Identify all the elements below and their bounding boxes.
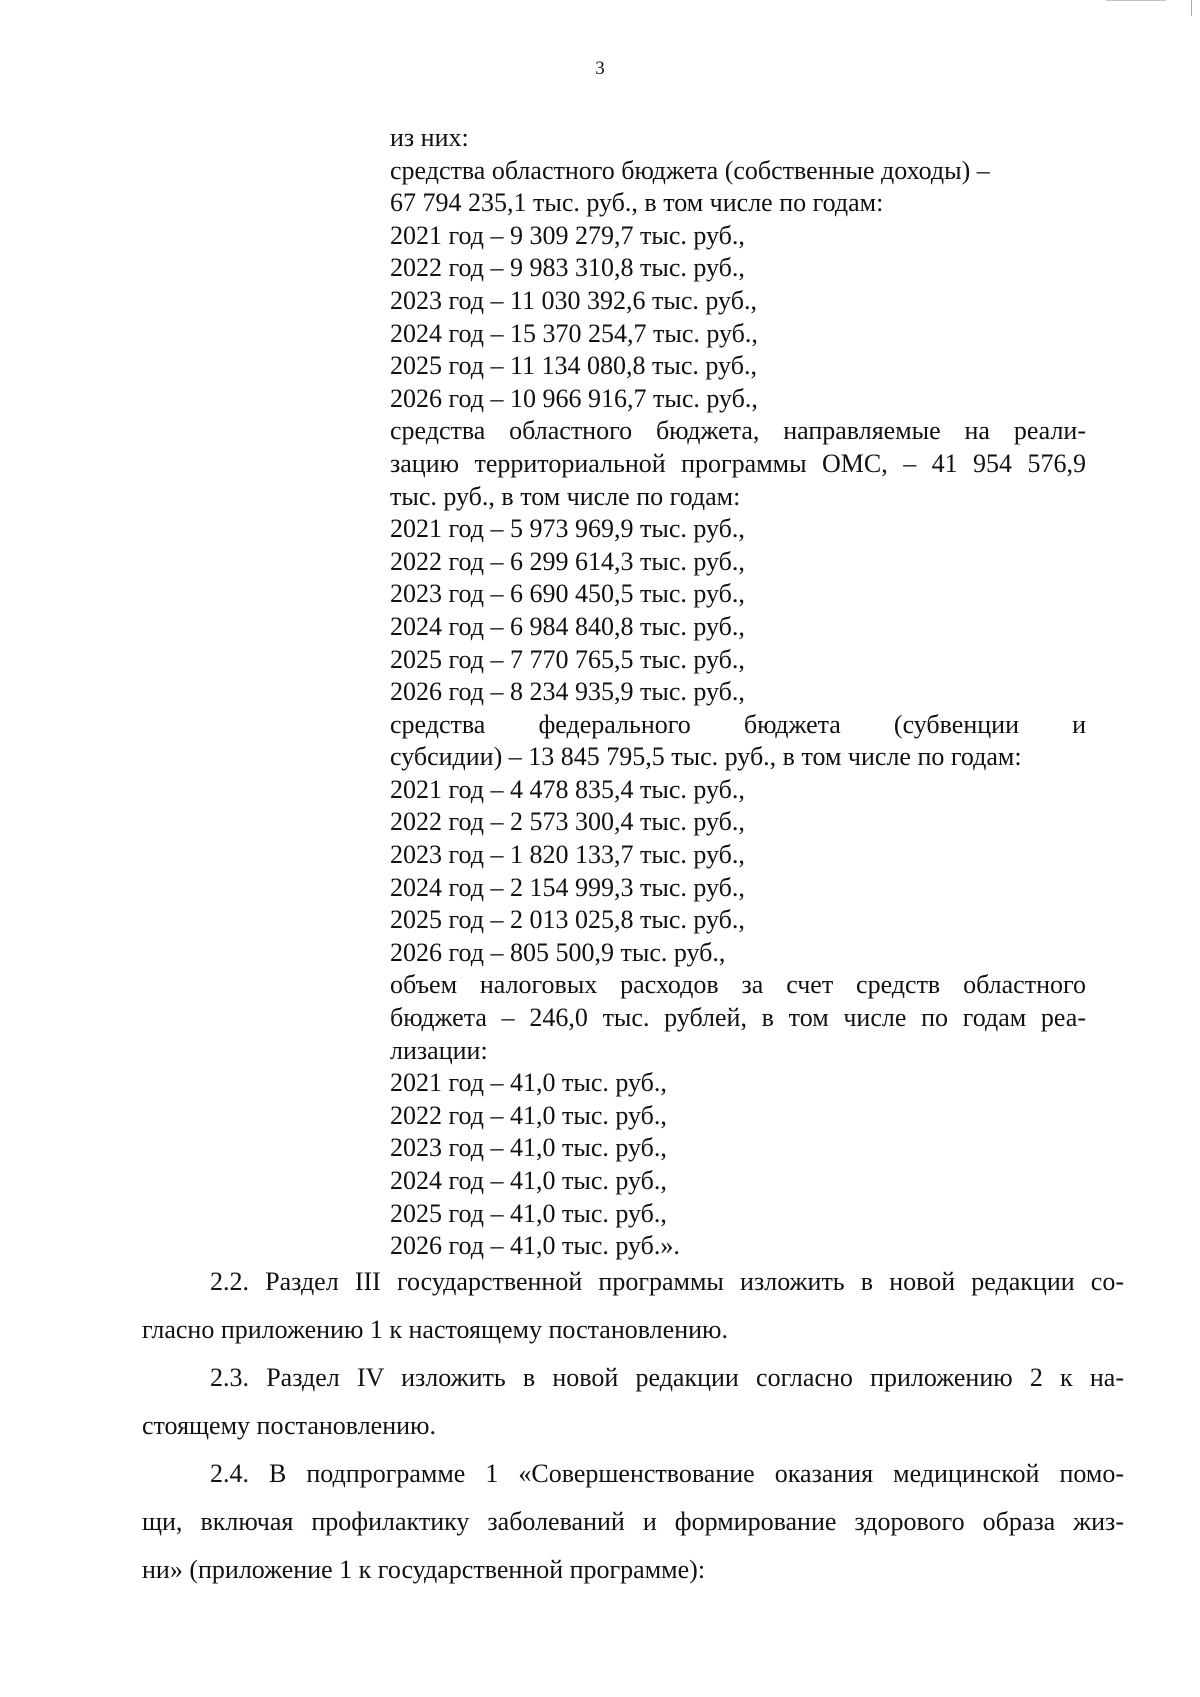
year-line: 2024 год – 41,0 тыс. руб., [390,1166,667,1195]
text-line: 67 794 235,1 тыс. руб., в том числе по годам: [390,188,884,218]
year-line: 2026 год – 805 500,9 тыс. руб., [390,937,726,967]
text-line: средства областного бюджета, направляемые на реали- [390,416,1086,446]
text-line: средства федерального бюджета (субвенции и [390,709,1086,739]
year-line: 2022 год – 6 299 614,3 тыс. руб., [390,546,745,576]
year-line: 2026 год – 41,0 тыс. руб.». [390,1231,680,1261]
text-line: зацию территориальной программы ОМС, – 41 954 576,9 [390,448,1086,478]
scan-edge-tick [1191,0,1192,16]
clause-line: 2.4. В подпрограмме 1 «Совершенствование оказания медицинской помо- [210,1459,1124,1488]
year-line: 2021 год – 4 478 835,4 тыс. руб., [390,774,745,804]
year-line: 2025 год – 41,0 тыс. руб., [390,1198,667,1228]
text-line: субсидии) – 13 845 795,5 тыс. руб., в том числе по годам: [390,742,1022,772]
clauses-section [142,1258,1124,1594]
year-line: 2022 год – 2 573 300,4 тыс. руб., [390,807,745,837]
text-line: тыс. руб., в том числе по годам: [390,481,741,511]
year-line: 2024 год – 6 984 840,8 тыс. руб., [390,611,745,641]
text-line: объем налоговых расходов за счет средств областного [390,970,1086,1000]
year-line: 2023 год – 41,0 тыс. руб., [390,1133,667,1163]
year-line: 2023 год – 6 690 450,5 тыс. руб., [390,579,745,609]
clause-2-2 [142,1258,1124,1354]
year-line: 2021 год – 41,0 тыс. руб., [390,1068,667,1098]
year-line: 2024 год – 15 370 254,7 тыс. руб., [390,318,758,348]
clause-line: 2.3. Раздел IV изложить в новой редакции согласно приложению 2 к на- [210,1363,1124,1392]
year-line: 2021 год – 5 973 969,9 тыс. руб., [390,514,745,544]
year-line: 2023 год – 11 030 392,6 тыс. руб., [390,285,757,315]
year-line: 2025 год – 7 770 765,5 тыс. руб., [390,644,745,674]
year-line: 2021 год – 9 309 279,7 тыс. руб., [390,220,745,250]
text-line: бюджета – 246,0 тыс. рублей, в том числе по годам реа- [390,1003,1086,1033]
financing-block [390,122,1086,1263]
clause-line: стоящему постановлению. [142,1411,436,1440]
text-line: средства областного бюджета (собственные доходы) – [390,155,990,185]
clause-line: щи, включая профилактику заболеваний и формирование здорового образа жиз- [142,1507,1124,1536]
year-line: 2025 год – 2 013 025,8 тыс. руб., [390,905,745,935]
clause-line: ни» (приложение 1 к государственной программе): [142,1555,706,1584]
clause-2-4 [142,1450,1124,1594]
clause-2-3 [142,1354,1124,1450]
year-line: 2025 год – 11 134 080,8 тыс. руб., [390,351,757,381]
year-line: 2022 год – 9 983 310,8 тыс. руб., [390,253,745,283]
year-line: 2023 год – 1 820 133,7 тыс. руб., [390,840,745,870]
year-line: 2024 год – 2 154 999,3 тыс. руб., [390,872,745,902]
year-line: 2022 год – 41,0 тыс. руб., [390,1100,667,1130]
clause-line: гласно приложению 1 к настоящему постановлению. [142,1315,728,1344]
scan-edge-mark [1106,0,1166,7]
text-line: лизации: [390,1035,488,1065]
page-number: 3 [595,58,605,79]
clause-line: 2.2. Раздел III государственной программы изложить в новой редакции со- [210,1267,1124,1296]
year-line: 2026 год – 8 234 935,9 тыс. руб., [390,677,745,707]
text-line: из них: [390,123,469,152]
year-line: 2026 год – 10 966 916,7 тыс. руб., [390,383,758,413]
